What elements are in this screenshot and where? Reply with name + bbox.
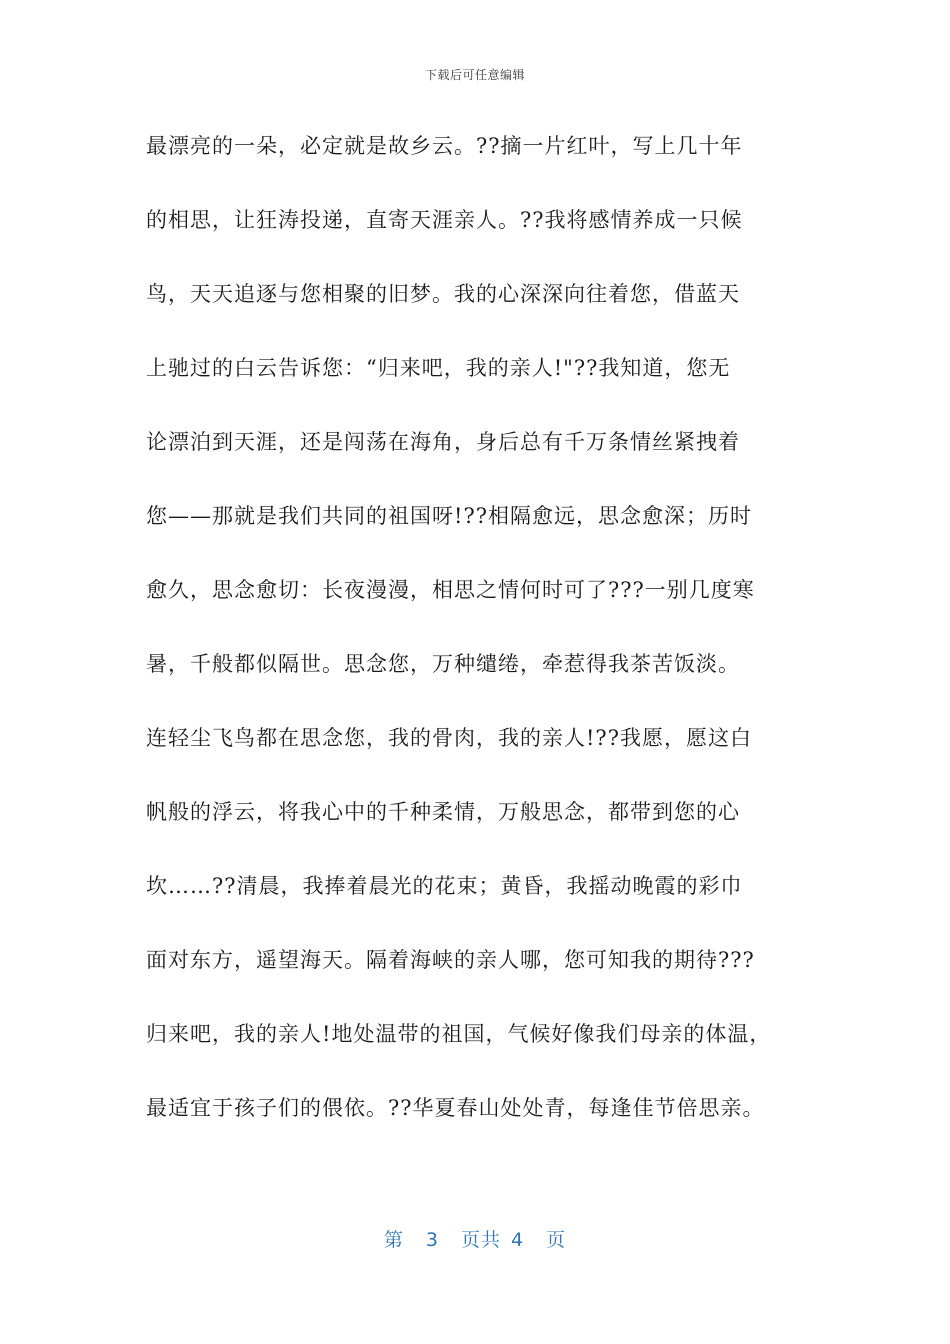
text-line: 最适宜于孩子们的偎依。??华夏春山处处青，每逢佳节倍思亲。	[146, 1096, 765, 1120]
text-line: 坎……??清晨，我捧着晨光的花束；黄昏，我摇动晚霞的彩巾	[146, 874, 743, 898]
text-line: 愈久，思念愈切：长夜漫漫，相思之情何时可了???一别几度寒	[146, 578, 755, 602]
text-line: 最漂亮的一朵，必定就是故乡云。??摘一片红叶，写上几十年	[146, 134, 743, 158]
footer-suffix: 页	[546, 1229, 567, 1251]
page-header: 下载后可任意编辑	[424, 68, 525, 82]
document-body	[146, 124, 826, 1160]
text-line: 论漂泊到天涯，还是闯荡在海角，身后总有千万条情丝紧拽着	[146, 430, 740, 454]
text-line: 暑，千般都似隔世。思念您，万种缱绻，牵惹得我茶苦饭淡。	[146, 652, 740, 676]
text-line: 归来吧，我的亲人!地处温带的祖国，气候好像我们母亲的体温，	[146, 1022, 772, 1046]
text-line: 您——那就是我们共同的祖国呀!??相隔愈远，思念愈深；历时	[146, 504, 752, 528]
text-line: 上驰过的白云告诉您：“归来吧，我的亲人!"??我知道，您无	[146, 356, 731, 380]
text-line: 鸟，天天追逐与您相聚的旧梦。我的心深深向往着您，借蓝天	[146, 282, 740, 306]
footer-middle: 页共	[460, 1229, 501, 1251]
text-line: 面对东方，遥望海天。隔着海峡的亲人哪，您可知我的期待???	[146, 948, 755, 972]
total-pages-number: 4	[511, 1229, 525, 1251]
text-line: 帆般的浮云，将我心中的千种柔情，万般思念，都带到您的心	[146, 800, 740, 824]
text-line: 连轻尘飞鸟都在思念您，我的骨肉，我的亲人!??我愿，愿这白	[146, 726, 752, 750]
text-line: 的相思，让狂涛投递，直寄天涯亲人。??我将感情养成一只候	[146, 208, 743, 232]
current-page-number: 3	[425, 1229, 439, 1251]
page-footer	[0, 1225, 950, 1252]
footer-prefix: 第	[383, 1229, 404, 1251]
